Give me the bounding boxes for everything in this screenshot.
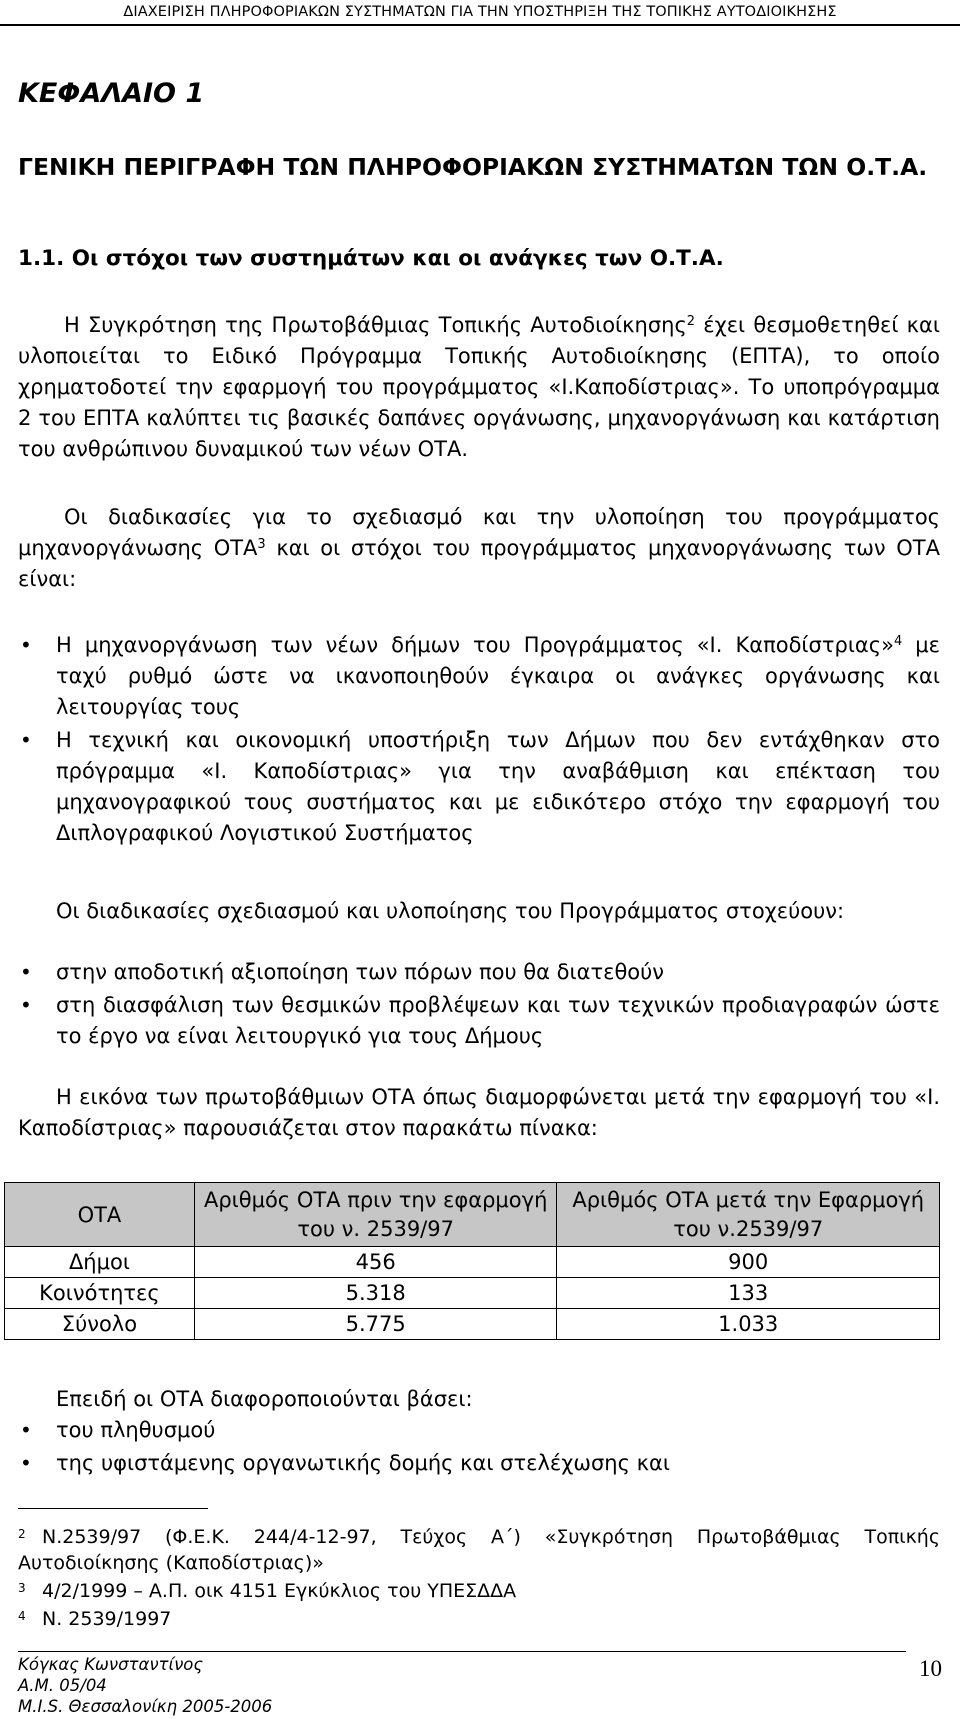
header-rule	[0, 24, 960, 26]
footer-program: M.I.S. Θεσσαλονίκη 2005-2006	[18, 1697, 273, 1716]
footnote	[18, 1578, 940, 1604]
goal-1-text: Η μηχανοργάνωση των νέων δήμων του Προγράμματος «Ι. Καποδίστριας»	[56, 633, 894, 657]
aims-list	[18, 957, 940, 1052]
footnote	[18, 1524, 940, 1576]
table-header-row	[5, 1183, 940, 1247]
footnote-ref-2: 2	[686, 314, 696, 329]
goal-2-text: Η τεχνική και οικονομική υποστήριξη των Δήμων που δεν εντάχθηκαν στο πρόγραμμα «Ι. Καποδίστριας» για την αναβάθμιση και επέκταση του μηχανογραφικού τους συστήματος και με ειδικότερο στόχο την εφαρμογή του Διπλογραφικού Λογιστικού Συστήματος	[56, 728, 940, 845]
list-item	[18, 630, 940, 723]
list-item: • στη διασφάλιση των θεσμικών προβλέψεων και των τεχνικών προδιαγραφών ώστε το έργο να είναι λειτουργικό για τους Δήμους	[18, 990, 940, 1052]
paragraph-5: Επειδή οι ΟΤΑ διαφοροποιούνται βάσει:	[56, 1387, 473, 1411]
table-header-cell: Αριθμός ΟΤΑ μετά την Εφαρμογή του ν.2539/97	[557, 1183, 940, 1247]
chapter-title: ΚΕΦΑΛΑΙΟ 1	[18, 78, 205, 109]
table-cell: 5.775	[194, 1309, 557, 1340]
footnote-text: Ν. 2539/1997	[42, 1608, 172, 1630]
list-item: • στην αποδοτική αξιοποίηση των πόρων που θα διατεθούν	[18, 957, 940, 988]
table-header-cell: ΟΤΑ	[5, 1183, 195, 1247]
page-number: 10	[919, 1656, 942, 1681]
basis-list	[18, 1415, 940, 1479]
table-row	[5, 1278, 940, 1309]
footnote-mark: 2	[18, 1527, 26, 1541]
footnote-mark: 4	[18, 1609, 26, 1623]
footnote-mark: 3	[18, 1581, 26, 1595]
table-cell: Δήμοι	[5, 1247, 195, 1278]
footnote-separator	[18, 1508, 208, 1509]
table-cell: 900	[557, 1247, 940, 1278]
table-cell: 133	[557, 1278, 940, 1309]
section-title: ΓΕΝΙΚΗ ΠΕΡΙΓΡΑΦΗ ΤΩΝ ΠΛΗΡΟΦΟΡΙΑΚΩΝ ΣΥΣΤΗΜΑΤΩΝ ΤΩΝ Ο.Τ.Α.	[18, 153, 928, 181]
footnotes	[18, 1524, 940, 1632]
paragraph-2-text-cont: και οι στόχοι του προγράμματος μηχανοργάνωσης των ΟΤΑ είναι:	[18, 536, 940, 591]
footer-info	[18, 1654, 272, 1717]
table-cell: 5.318	[194, 1278, 557, 1309]
ota-comparison-table	[4, 1182, 940, 1340]
table-cell: 456	[194, 1247, 557, 1278]
paragraph-1-text: Η Συγκρότηση της Πρωτοβάθμιας Τοπικής Αυτοδιοίκησης	[64, 313, 687, 337]
footnote-ref-3: 3	[257, 537, 266, 552]
table-cell: Σύνολο	[5, 1309, 195, 1340]
table-row	[5, 1309, 940, 1340]
paragraph-2	[18, 502, 940, 595]
footnote-text: Ν.2539/97 (Φ.Ε.Κ. 244/4-12-97, Τεύχος Α΄) «Συγκρότηση Πρωτοβάθμιας Τοπικής Αυτοδιοίκησης (Καποδίστριας)»	[18, 1526, 940, 1574]
table-row	[5, 1247, 940, 1278]
table-header-cell: Αριθμός ΟΤΑ πριν την εφαρμογή του ν. 2539/97	[194, 1183, 557, 1247]
paragraph-1-text-cont: έχει θεσμοθετηθεί και υλοποιείται το Ειδικό Πρόγραμμα Τοπικής Αυτοδιοίκησης (ΕΠΤΑ), το οποίο χρηματοδοτεί την εφαρμογή του προγράμματος «Ι.Καποδίστριας». Το υποπρόγραμμα 2 του ΕΠΤΑ καλύπτει τις βασικές δαπάνες οργάνωσης, μηχανοργάνωση και κατάρτιση του ανθρώπινου δυναμικού των νέων ΟΤΑ.	[18, 313, 940, 461]
list-item: • του πληθυσμού	[18, 1415, 940, 1446]
table-cell: Κοινότητες	[5, 1278, 195, 1309]
subsection-title: 1.1. Οι στόχοι των συστημάτων και οι ανάγκες των Ο.Τ.Α.	[18, 246, 724, 271]
list-item	[18, 725, 940, 849]
paragraph-2-text: Οι διαδικασίες για το σχεδιασμό και την υλοποίηση του προγράμματος μηχανοργάνωσης ΟΤΑ	[18, 505, 940, 560]
paragraph-4: Η εικόνα των πρωτοβάθμιων ΟΤΑ όπως διαμορφώνεται μετά την εφαρμογή του «Ι. Καποδίστριας» παρουσιάζεται στον παρακάτω πίνακα:	[18, 1085, 940, 1140]
goal-1-text-cont: με ταχύ ρυθμό ώστε να ικανοποιηθούν έγκαιρα οι ανάγκες οργάνωσης και λειτουργίας τους	[56, 633, 941, 719]
footer-author: Κόγκας Κωνσταντίνος	[18, 1655, 204, 1674]
goals-list	[18, 630, 940, 849]
footnote-text: 4/2/1999 – Α.Π. οικ 4151 Εγκύκλιος του ΥΠΕΣΔΔΑ	[42, 1580, 517, 1602]
footer-rule	[18, 1651, 906, 1652]
footer-student-id: Α.Μ. 05/04	[18, 1676, 107, 1695]
paragraph-1	[18, 310, 940, 465]
footnote-ref-4: 4	[893, 634, 903, 649]
footnote	[18, 1606, 940, 1632]
list-item: • της υφιστάμενης οργανωτικής δομής και στελέχωσης και	[18, 1448, 940, 1479]
table-cell: 1.033	[557, 1309, 940, 1340]
running-header: ΔΙΑΧΕΙΡΙΣΗ ΠΛΗΡΟΦΟΡΙΑΚΩΝ ΣΥΣΤΗΜΑΤΩΝ ΓΙΑ ΤΗΝ ΥΠΟΣΤΗΡΙΞΗ ΤΗΣ ΤΟΠΙΚΗΣ ΑΥΤΟΔΙΟΙΚΗΣΗΣ	[123, 4, 837, 20]
paragraph-3: Οι διαδικασίες σχεδιασμού και υλοποίησης του Προγράμματος στοχεύουν:	[56, 899, 845, 923]
